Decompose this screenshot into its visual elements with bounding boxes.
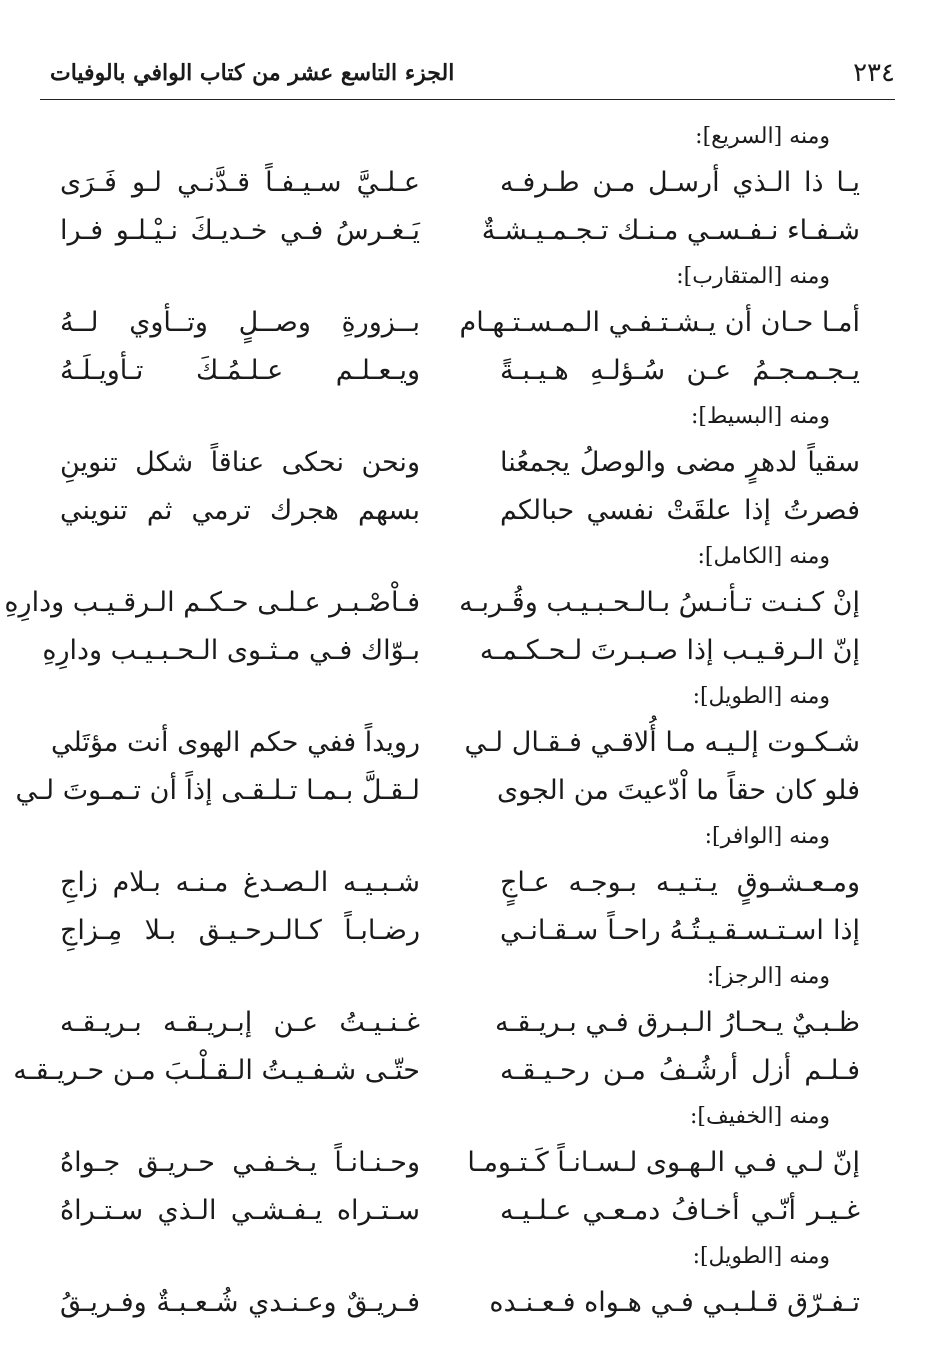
- first-hemistich: يـا ذا الـذي أرسـل مـن طـرفـه: [500, 167, 860, 198]
- second-hemistich: حتّـى شـفـيـتُ الـقـلْـبَ مـن حـريـقـه: [13, 1055, 420, 1086]
- verse-line: [13, 1047, 860, 1095]
- verse-line: [15, 767, 860, 815]
- first-hemistich: شـكـوت إلـيـه مـا أُلاقـي فـقـال لـي: [464, 727, 860, 758]
- second-hemistich: رضـابـاً كـالـرحـيـق بـلا مِـزاجِ: [60, 915, 420, 946]
- first-hemistich: أمـا حـان أن يـشـتـفـي الـمـسـتـهـام: [459, 307, 860, 338]
- meter-heading: ومنه [الطويل]:: [692, 1244, 830, 1269]
- first-hemistich: فصرتُ إذا علقَتْ نفسي حبالكم: [500, 495, 860, 526]
- second-hemistich: ويـعـلـم عـلـمُـكَ تـأويـلَـهُ: [60, 355, 420, 386]
- verse-line: [51, 719, 860, 767]
- poem-section: [15, 675, 860, 815]
- verse-line: [60, 159, 860, 207]
- page-number: ٢٣٤: [853, 58, 895, 88]
- second-hemistich: وحـنـانـاً يـخـفـي حـريـق جـواهُ: [60, 1147, 420, 1178]
- meter-heading: ومنه [البسيط]:: [690, 404, 830, 429]
- verse-line: [60, 907, 860, 955]
- second-hemistich: لـقـلَّ بـمـا تـلـقـى إذاً أن تـمـوتَ لـي: [15, 775, 420, 806]
- first-hemistich: إنْ كـنـت تـأنـسُ بـالـحـبـيـب وقُـربـه: [459, 587, 860, 618]
- verse-line: [60, 439, 860, 487]
- second-hemistich: شـبـيـه الـصـدغ مـنـه بـلام زاجِ: [60, 867, 420, 898]
- poem-section: [60, 815, 860, 955]
- verse-line: [4, 579, 860, 627]
- first-hemistich: تـفـرّق قـلـبـي فـي هـواه فـعـنـده: [489, 1287, 860, 1318]
- second-hemistich: رويداً ففي حكم الهوى أنت مؤتَلي: [51, 727, 420, 758]
- meter-heading: ومنه [الخفيف]:: [690, 1104, 830, 1129]
- second-hemistich: غـنـيـتُ عـن إبـريـقـه بـريـقـه: [60, 1007, 420, 1038]
- second-hemistich: عـلـيَّ سـيـفـاً قـدَّنـي لـو فَـرَى: [60, 167, 420, 198]
- first-hemistich: شـفـاء نـفـسـي مـنـك تـجـمـيـشـةٌ: [481, 215, 860, 246]
- verse-line: [60, 999, 860, 1047]
- first-hemistich: إنّ الـرقـيـب إذا صـبـرتَ لـحـكـمـه: [479, 635, 860, 666]
- meter-heading: ومنه [الكامل]:: [697, 544, 830, 569]
- first-hemistich: سقياً لدهرٍ مضى والوصلُ يجمعُنا: [500, 447, 860, 478]
- poem-section: [60, 1095, 860, 1235]
- verse-line: [60, 1139, 860, 1187]
- first-hemistich: فـلـم أزل أرشُـفُ مـن رحـيـقـه: [500, 1055, 860, 1086]
- poem-content: [4, 115, 860, 1327]
- first-hemistich: يـجـمـجـمُ عـن سُـؤلـهِ هـيـبـةً: [500, 355, 860, 386]
- first-hemistich: إنّ لـي فـي الـهـوى لـسـانـاً كَـتـومـا: [467, 1147, 860, 1178]
- verse-line: [60, 347, 860, 395]
- verse-line: [60, 299, 860, 347]
- verse-line: [60, 1187, 860, 1235]
- second-hemistich: فـريـقٌ وعـنـدي شُـعـبـةٌ وفـريـقُ: [60, 1287, 420, 1318]
- first-hemistich: غـيـر أنّـي أخـافُ دمـعـي عـلـيـه: [500, 1195, 860, 1226]
- verse-line: [60, 859, 860, 907]
- header-divider: [40, 99, 895, 100]
- second-hemistich: سـتـراه يـفـشـي الـذي سـتـراهُ: [60, 1195, 420, 1226]
- second-hemistich: بــزورةِ وصــلٍ وتــأوي لــهُ: [60, 307, 420, 338]
- verse-line: [60, 487, 860, 535]
- verse-line: [60, 1279, 860, 1327]
- running-title: الجزء التاسع عشر من كتاب الوافي بالوفيات: [50, 60, 455, 86]
- poem-section: [4, 535, 860, 675]
- poem-section: [60, 255, 860, 395]
- second-hemistich: ونحن نحكى عناقاً شكل تنوينِ: [60, 447, 420, 478]
- second-hemistich: فـاْصْـبـر عـلـى حـكـم الـرقـيـب ودارِهِ: [4, 587, 420, 618]
- poem-section: [60, 1235, 860, 1327]
- second-hemistich: بـوّاك فـي مـثـوى الـحـبـيـب ودارِهِ: [42, 635, 420, 666]
- verse-line: [60, 207, 860, 255]
- verse-line: [42, 627, 860, 675]
- page-header: [40, 52, 895, 94]
- second-hemistich: بسهم هجرك ترمي ثم تنويني: [60, 495, 420, 526]
- meter-heading: ومنه [الوافر]:: [704, 824, 830, 849]
- meter-heading: ومنه [السريع]:: [695, 124, 830, 149]
- poem-section: [60, 395, 860, 535]
- first-hemistich: ومـعـشـوقٍ يـتـيـه بـوجـه عـاجٍ: [500, 867, 860, 898]
- first-hemistich: إذا اسـتـسـقـيـتُـهُ راحـاً سـقـانـي: [500, 915, 860, 946]
- poem-section: [13, 955, 860, 1095]
- poem-section: [60, 115, 860, 255]
- meter-heading: ومنه [الرجز]:: [706, 964, 830, 989]
- first-hemistich: فلو كان حقاً ما اْدّعيتَ من الجوى: [496, 775, 860, 806]
- first-hemistich: ظـبـيٌ يـحـارُ الـبـرق فـي بـريـقـه: [495, 1007, 860, 1038]
- second-hemistich: يَـغـرسُ فـي خـديـكَ نـيْـلـو فـرا: [60, 215, 420, 246]
- meter-heading: ومنه [الطويل]:: [692, 684, 830, 709]
- meter-heading: ومنه [المتقارب]:: [676, 264, 830, 289]
